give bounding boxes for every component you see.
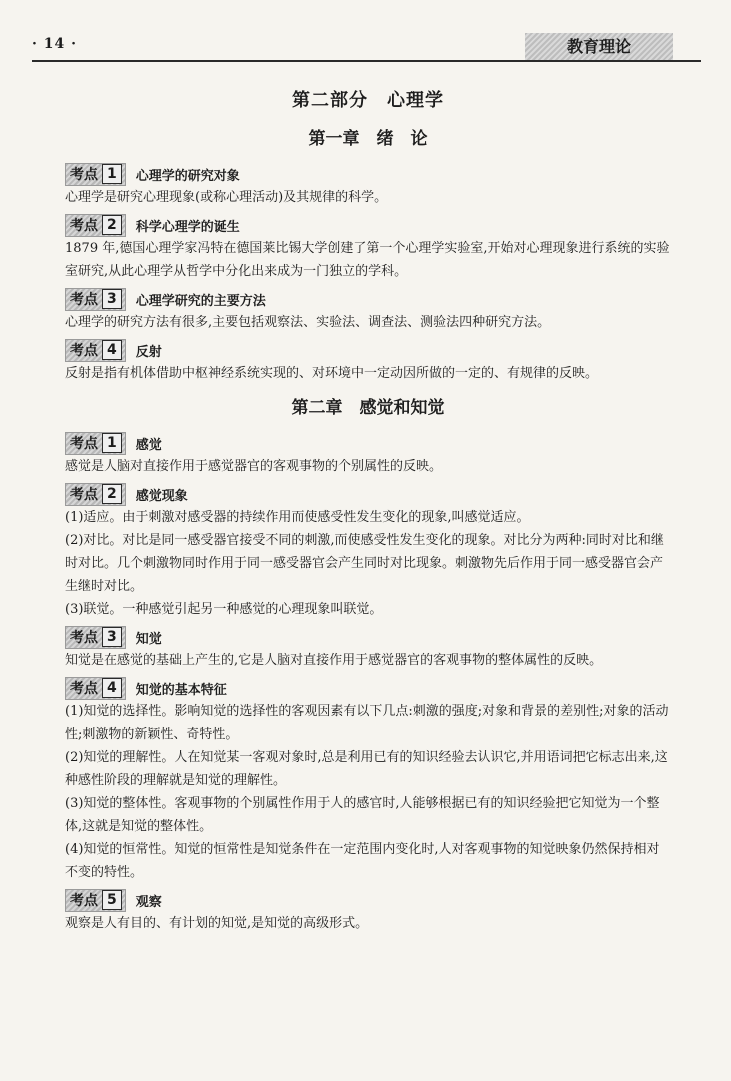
key-point-badge: 考点 3: [65, 626, 126, 649]
key-point-number: 1: [102, 164, 122, 184]
key-point-header: [65, 888, 671, 912]
page-number: · 14 ·: [32, 36, 77, 52]
chapter-title: 第一章 绪 论: [308, 129, 428, 149]
paragraph: 心理学是研究心理现象(或称心理活动)及其规律的科学。: [65, 190, 388, 205]
page-header: [0, 0, 731, 62]
key-point-header: [65, 676, 671, 700]
part-title: 第二部分 心理学: [292, 90, 444, 111]
key-point-number: 5: [102, 890, 122, 910]
key-point-header: [65, 482, 671, 506]
key-point-header: [65, 431, 671, 455]
paragraph: (4)知觉的恒常性。知觉的恒常性是知觉条件在一定范围内变化时,人对客观事物的知觉映象仍然保持相对不变的特性。: [65, 842, 660, 880]
paragraph: (2)对比。对比是同一感受器官接受不同的刺激,而使感受性发生变化的现象。对比分为两种:同时对比和继时对比。几个刺激物同时作用于同一感受器官会产生同时对比现象。刺激物先后作用于同一感受器官会产生继时对比。: [65, 533, 664, 594]
key-point-badge: 考点 3: [65, 288, 126, 311]
paragraph: (2)知觉的理解性。人在知觉某一客观对象时,总是利用已有的知识经验去认识它,并用语词把它标志出来,这种感性阶段的理解就是知觉的理解性。: [65, 750, 668, 788]
key-point-title: 感觉: [135, 437, 162, 453]
chapter-title: 第二章 感觉和知觉: [291, 398, 445, 418]
paragraph: (3)知觉的整体性。客观事物的个别属性作用于人的感官时,人能够根据已有的知识经验把它知觉为一个整体,这就是知觉的整体性。: [65, 796, 660, 834]
key-point-badge: 考点 2: [65, 214, 126, 237]
key-point-title: 心理学的研究对象: [135, 168, 240, 184]
key-point-header: [65, 625, 671, 649]
paragraph: 知觉是在感觉的基础上产生的,它是人脑对直接作用于感觉器官的客观事物的整体属性的反映。: [65, 653, 603, 668]
header-rule: [32, 60, 701, 62]
paragraph: 心理学的研究方法有很多,主要包括观察法、实验法、调查法、测验法四种研究方法。: [65, 315, 551, 330]
key-point-badge: 考点 4: [65, 339, 126, 362]
key-point-title: 感觉现象: [135, 488, 188, 504]
key-point-title: 观察: [135, 894, 162, 910]
key-point-badge: 考点 5: [65, 889, 126, 912]
paragraph: (1)适应。由于刺激对感受器的持续作用而使感受性发生变化的现象,叫感觉适应。: [65, 510, 530, 525]
key-point-header: [65, 162, 671, 186]
key-point-badge: 考点 1: [65, 163, 126, 186]
key-point-title: 反射: [135, 344, 162, 360]
key-point-title: 心理学研究的主要方法: [135, 293, 266, 309]
paragraph: (3)联觉。一种感觉引起另一种感觉的心理现象叫联觉。: [65, 602, 383, 617]
key-point-number: 3: [102, 627, 122, 647]
page-body: [65, 86, 671, 935]
key-point-title: 知觉的基本特征: [135, 682, 227, 698]
key-point-badge: 考点 1: [65, 432, 126, 455]
key-point-header: [65, 338, 671, 362]
key-point-header: [65, 287, 671, 311]
paragraph: 感觉是人脑对直接作用于感觉器官的客观事物的个别属性的反映。: [65, 459, 443, 474]
key-point-title: 知觉: [135, 631, 162, 647]
key-point-number: 2: [102, 484, 122, 504]
paragraph: 观察是人有目的、有计划的知觉,是知觉的高级形式。: [65, 916, 369, 931]
key-point-header: [65, 213, 671, 237]
key-point-badge: 考点 4: [65, 677, 126, 700]
paragraph: 1879 年,德国心理学家冯特在德国莱比锡大学创建了第一个心理学实验室,开始对心理现象进行系统的实验室研究,从此心理学从哲学中分化出来成为一门独立的学科。: [65, 241, 670, 279]
key-point-badge: 考点 2: [65, 483, 126, 506]
section-tab: 教育理论: [525, 33, 673, 60]
key-point-number: 1: [102, 433, 122, 453]
key-point-title: 科学心理学的诞生: [135, 219, 240, 235]
key-point-number: 4: [102, 340, 122, 360]
paragraph: 反射是指有机体借助中枢神经系统实现的、对环境中一定动因所做的一定的、有规律的反映。: [65, 366, 599, 381]
key-point-number: 3: [102, 289, 122, 309]
key-point-number: 2: [102, 215, 122, 235]
paragraph: (1)知觉的选择性。影响知觉的选择性的客观因素有以下几点:刺激的强度;对象和背景的差别性;对象的活动性;刺激物的新颖性、奇特性。: [65, 704, 669, 742]
key-point-number: 4: [102, 678, 122, 698]
